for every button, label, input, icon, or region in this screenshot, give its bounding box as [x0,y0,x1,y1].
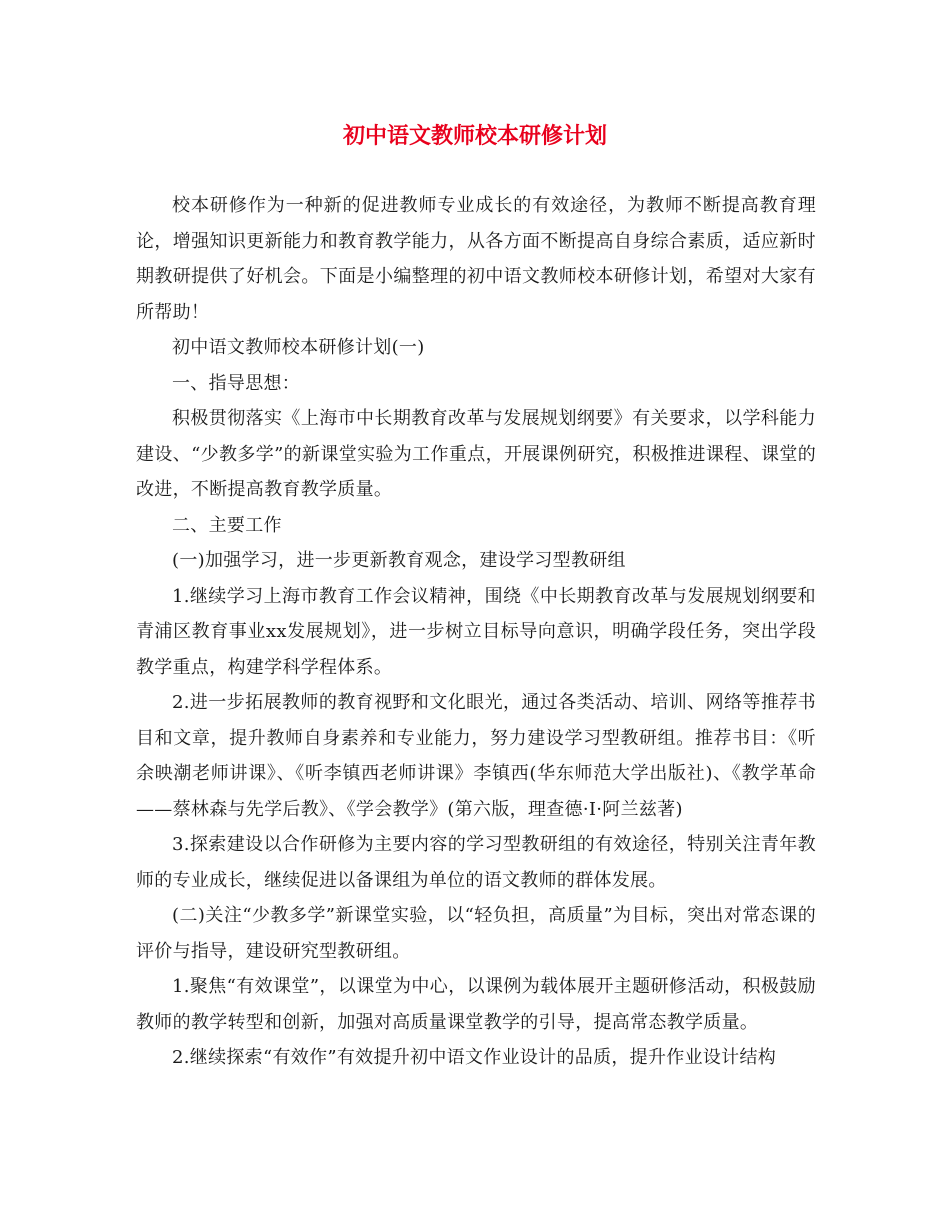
paragraph-item-2-2: 2.继续探索“有效作”有效提升初中语文作业设计的品质，提升作业设计结构 [172,1047,777,1068]
document-title: 初中语文教师校本研修计划 [342,123,607,149]
paragraph-item-1-2: 2.进一步拓展教师的教育视野和文化眼光，通过各类活动、培训、网络等推荐书目和文章，提升教师自身素养和专业能力，努力建设学习型教研组。推荐书目：《听余映潮老师讲课》、《听李镇西老师讲课》李镇西(华东师范大学出版社)、《教学革命——蔡林森与先学后教》、《学会教学》(第六版，理查德·I·阿兰兹著) [136,692,816,820]
paragraph-intro: 校本研修作为一种新的促进教师专业成长的有效途径，为教师不断提高教育理论，增强知识更新能力和教育教学能力，从各方面不断提高自身综合素质，适应新时期教研提供了好机会。下面是小编整理的初中语文教师校本研修计划，希望对大家有所帮助！ [136,195,816,323]
paragraph-subsection-one: (一)加强学习，进一步更新教育观念，建设学习型教研组 [172,550,626,571]
paragraph-guiding-text: 积极贯彻落实《上海市中长期教育改革与发展规划纲要》有关要求，以学科能力建设、“少教多学”的新课堂实验为工作重点，开展课例研究，积极推进课程、课堂的改进，不断提高教育教学质量。 [136,408,816,500]
paragraph-plan-heading: 初中语文教师校本研修计划(一) [172,337,425,358]
paragraph-section-guiding: 一、指导思想： [172,372,301,394]
document-body [136,188,816,1076]
paragraph-item-2-1: 1.聚焦“有效课堂”，以课堂为中心，以课例为载体展开主题研修活动，积极鼓励教师的教学转型和创新，加强对高质量课堂教学的引导，提高常态教学质量。 [136,976,816,1033]
paragraph-item-1-3: 3.探索建设以合作研修为主要内容的学习型教研组的有效途径，特别关注青年教师的专业成长，继续促进以备课组为单位的语文教师的群体发展。 [136,834,816,891]
paragraph-subsection-two: (二)关注“少教多学”新课堂实验，以“轻负担，高质量”为目标，突出对常态课的评价与指导，建设研究型教研组。 [136,905,816,962]
paragraph-item-1-1: 1.继续学习上海市教育工作会议精神，围绕《中长期教育改革与发展规划纲要和青浦区教育事业xx发展规划》，进一步树立目标导向意识，明确学段任务，突出学段教学重点，构建学科学程体系。 [136,585,816,678]
paragraph-section-main-work: 二、主要工作 [172,514,282,536]
